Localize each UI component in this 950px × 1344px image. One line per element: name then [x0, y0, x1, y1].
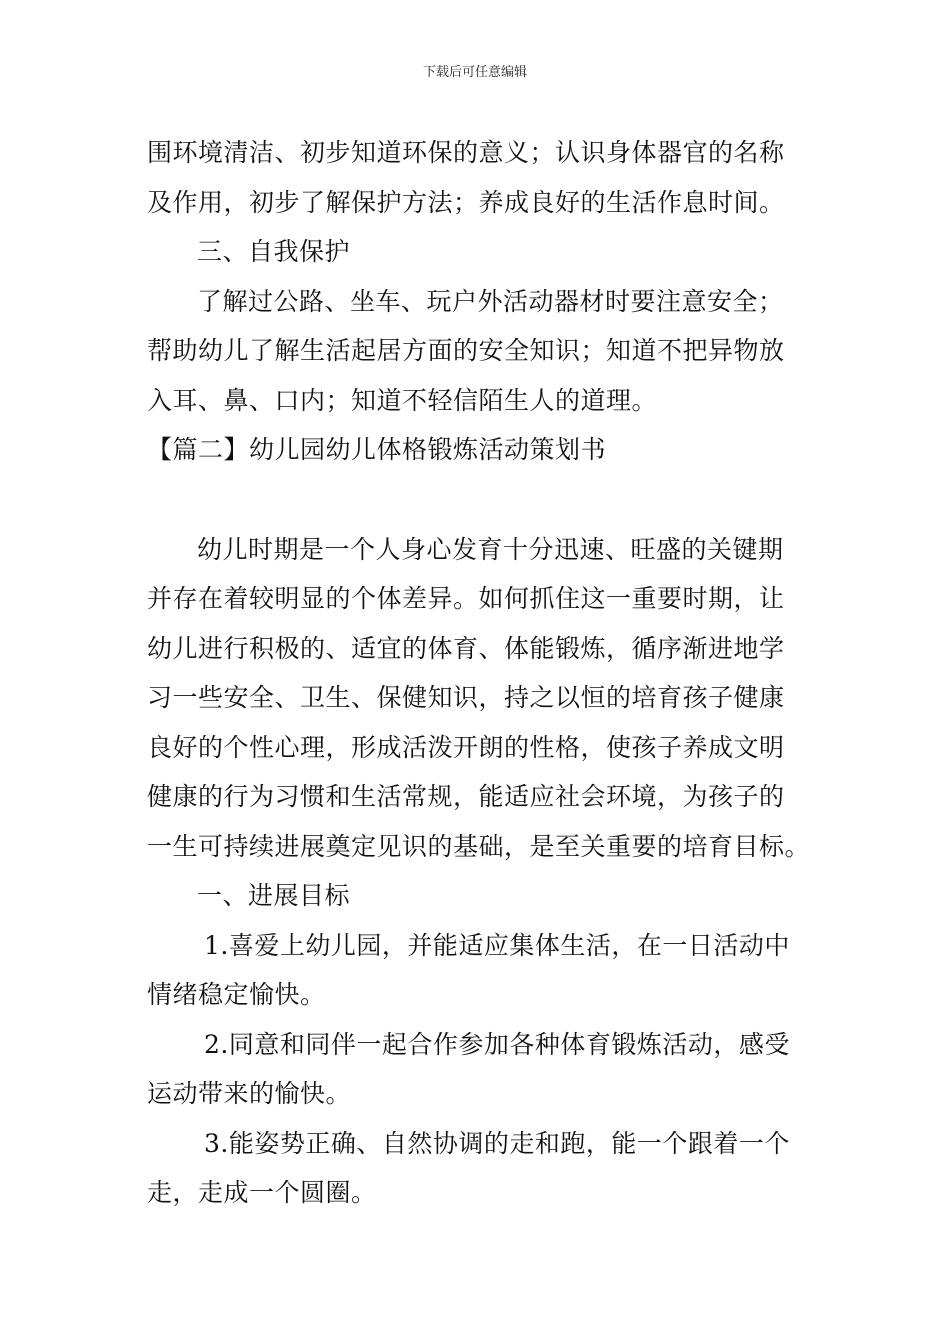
body-line: 走，走成一个圆圈。	[147, 1178, 377, 1207]
document-body	[147, 128, 811, 1218]
body-line: 运动带来的愉快。	[147, 1079, 352, 1108]
body-line: 良好的个性心理，形成活泼开朗的性格，使孩子养成文明	[147, 732, 785, 762]
body-line: 入耳、鼻、口内；知道不轻信陌生人的道理。	[147, 385, 658, 415]
section-heading: 一、进展目标	[197, 881, 351, 910]
body-line: 及作用，初步了解保护方法；养成良好的生活作息时间。	[147, 187, 785, 217]
chapter-title: 【篇二】幼儿园幼儿体格锻炼活动策划书	[147, 435, 607, 464]
section-heading: 三、自我保护	[197, 237, 351, 266]
body-line: 了解过公路、坐车、玩户外活动器材时要注意安全；	[197, 286, 784, 316]
body-line: 习一些安全、卫生、保健知识，持之以恒的培育孩子健康	[147, 683, 785, 712]
body-line: 幼儿时期是一个人身心发育十分迅速、旺盛的关键期	[197, 534, 784, 564]
body-line: 并存在着较明显的个体差异。如何抓住这一重要时期，让	[147, 584, 785, 613]
body-line: 一生可持续进展奠定见识的基础，是至关重要的培育目标。	[147, 831, 811, 861]
body-line: 幼儿进行积极的、适宜的体育、体能锻炼，循序渐进地学	[147, 633, 785, 663]
blank-line	[147, 475, 807, 525]
list-item: 1.喜爱上幼儿园，并能适应集体生活，在一日活动中	[204, 930, 790, 960]
body-line: 围环境清洁、初步知道环保的意义；认识身体器官的名称	[147, 138, 785, 167]
list-item: 3.能姿势正确、自然协调的走和跑，能一个跟着一个	[204, 1128, 790, 1158]
page-header-caption: 下载后可任意编辑	[422, 65, 527, 80]
list-item: 2.同意和同伴一起合作参加各种体育锻炼活动，感受	[204, 1029, 790, 1059]
body-line: 帮助幼儿了解生活起居方面的安全知识；知道不把异物放	[147, 336, 785, 365]
body-line: 情绪稳定愉快。	[147, 980, 326, 1009]
body-line: 健康的行为习惯和生活常规，能适应社会环境，为孩子的	[147, 782, 785, 811]
